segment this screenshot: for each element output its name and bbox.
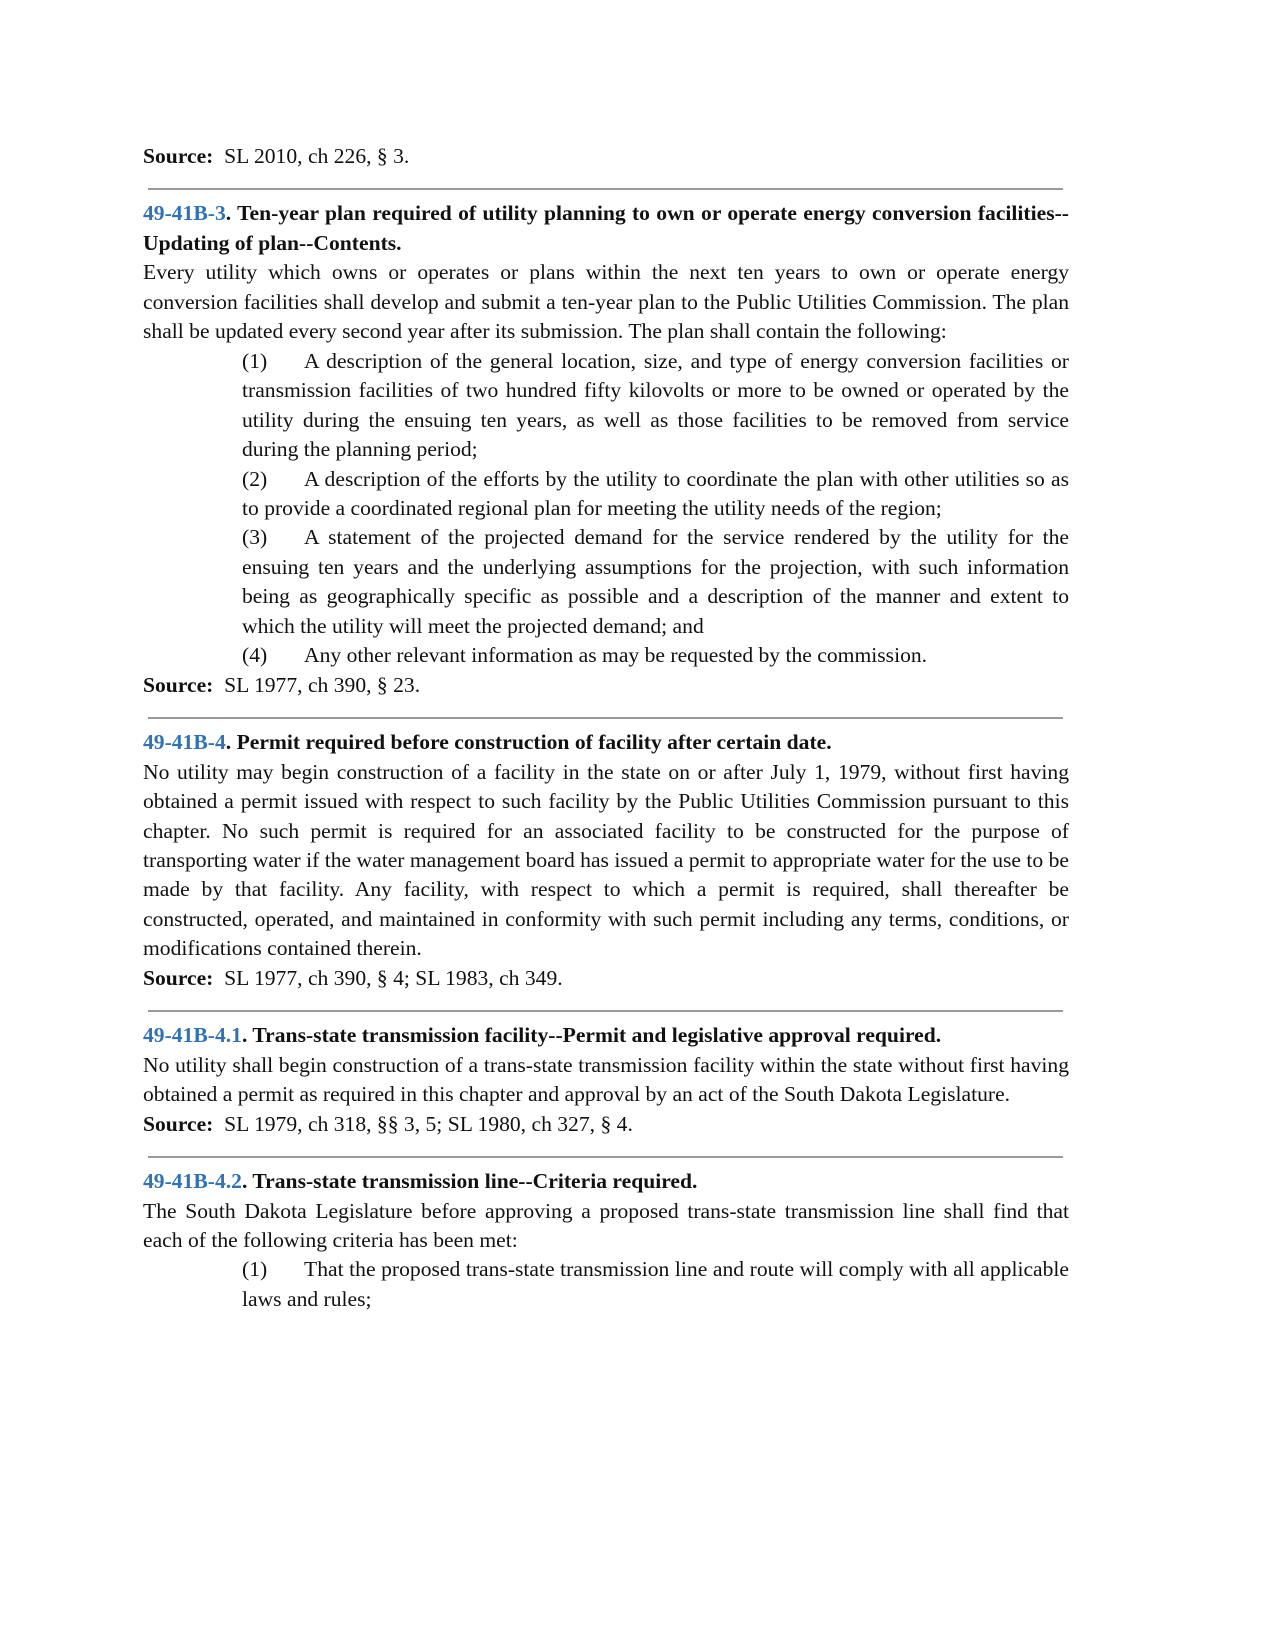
section-heading [143,728,1069,757]
document [143,142,1069,1314]
section-number-link[interactable]: 49-41B-4.2 [143,1169,242,1194]
section-number-link[interactable]: 49-41B-4 [143,730,226,755]
statute-section [143,728,1069,993]
section-heading [143,1167,1069,1196]
section-title: . Ten-year plan required of utility planning to own or operate energy conversion facilities--Updating of plan--Contents. [143,201,1069,255]
section-title: . Permit required before construction of facility after certain date. [225,730,832,755]
section-divider [148,1156,1063,1158]
source-text: SL 1979, ch 318, §§ 3, 5; SL 1980, ch 327, § 4. [224,1111,633,1136]
source-label: Source: [143,144,214,168]
statute-section [143,1167,1069,1314]
section-divider [148,1010,1063,1012]
section-title: . Trans-state transmission facility--Permit and legislative approval required. [241,1023,942,1048]
item-text: A statement of the projected demand for the service rendered by the utility for the ensuing ten years and the underlying assumptions for the projection, with such information being as geographically specific as possible and a description of the manner and extent to which the utility will meet the projected demand; and [242,525,1069,638]
list-item [242,641,1069,670]
source-text: SL 2010, ch 226, § 3. [224,144,410,168]
source-line [143,1110,1069,1139]
source-text: SL 1977, ch 390, § 4; SL 1983, ch 349. [224,965,563,990]
list-item [242,523,1069,641]
list-item [242,465,1069,524]
statute-section [143,199,1069,700]
item-text: That the proposed trans-state transmission line and route will comply with all applicable laws and rules; [242,1257,1069,1311]
section-divider [148,188,1063,190]
item-text: Any other relevant information as may be requested by the commission. [304,643,928,668]
section-title: . Trans-state transmission line--Criteria required. [241,1169,698,1194]
section-divider [148,717,1063,719]
list-item [242,347,1069,465]
list-item [242,1255,1069,1314]
section-heading [143,199,1069,258]
source-label: Source: [143,672,214,697]
source-line [143,964,1069,993]
section-number-link[interactable]: 49-41B-3 [143,201,226,226]
section-heading [143,1021,1069,1050]
item-number: (1) [242,348,268,373]
source-line [143,142,1069,171]
source-text: SL 1977, ch 390, § 23. [224,672,421,697]
section-body: The South Dakota Legislature before approving a proposed trans-state transmission line shall find that each of the following criteria has been met: [143,1198,1069,1252]
source-line [143,671,1069,700]
section-number-link[interactable]: 49-41B-4.1 [143,1023,242,1048]
section-body: Every utility which owns or operates or plans within the next ten years to own or operate energy conversion facilities shall develop and submit a ten-year plan to the Public Utilities Commission. The plan shall be updated every second year after its submission. The plan shall contain the following: [143,260,1069,344]
item-text: A description of the efforts by the utility to coordinate the plan with other utilities so as to provide a coordinated regional plan for meeting the utility needs of the region; [242,466,1069,520]
section-body: No utility may begin construction of a facility in the state on or after July 1, 1979, without first having obtained a permit issued with respect to such facility by the Public Utilities Commission pursuant to this chapter. No such permit is required for an associated facility to be constructed for the purpose of transporting water if the water management board has issued a permit to appropriate water for the use to be made by that facility. Any facility, with respect to which a permit is required, shall thereafter be constructed, operated, and maintained in conformity with such permit including any terms, conditions, or modifications contained therein. [143,759,1069,961]
source-label: Source: [143,1111,214,1136]
item-number: (2) [242,466,268,491]
item-number: (3) [242,525,268,550]
section-body: No utility shall begin construction of a trans-state transmission facility within the state without first having obtained a permit as required in this chapter and approval by an act of the South Dakota Legislature. [143,1052,1069,1107]
item-number: (4) [242,643,268,668]
source-label: Source: [143,965,214,990]
item-number: (1) [242,1257,268,1282]
statute-section [143,1021,1069,1139]
item-text: A description of the general location, size, and type of energy conversion facilities or transmission facilities of two hundred fifty kilovolts or more to be owned or operated by the utility during the ensuing ten years, as well as those facilities to be removed from service during the planning period; [242,348,1069,462]
